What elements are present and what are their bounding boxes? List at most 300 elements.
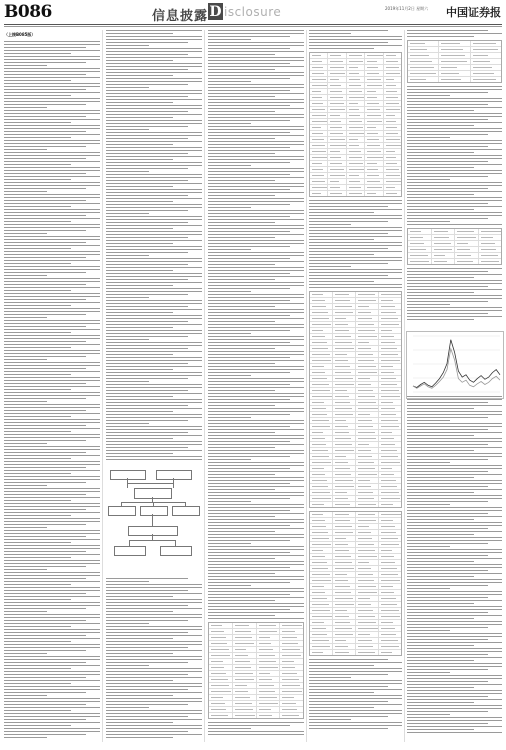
table-cell	[280, 665, 303, 670]
text-line	[407, 513, 488, 514]
table-cell	[333, 334, 356, 339]
text-line	[407, 630, 450, 631]
text-line	[208, 123, 251, 124]
table-cell	[379, 388, 401, 393]
table-cell	[347, 101, 365, 106]
table-cell	[333, 566, 356, 571]
text-line	[309, 224, 351, 225]
table-cell	[328, 179, 346, 184]
text-line	[309, 692, 374, 693]
text-line	[208, 168, 304, 169]
table-row	[408, 77, 501, 82]
table-cell	[310, 107, 328, 112]
table-cell	[439, 71, 470, 76]
table-cell	[365, 185, 383, 190]
table-cell	[356, 382, 379, 387]
text-line	[4, 347, 71, 348]
text-line	[407, 657, 502, 658]
text-line	[4, 440, 86, 441]
table-cell	[384, 167, 401, 172]
table-cell	[310, 454, 333, 459]
table-cell	[479, 253, 502, 258]
text-line	[208, 492, 304, 493]
text-line	[106, 459, 202, 460]
table-cell	[333, 364, 356, 369]
text-line	[407, 313, 488, 314]
text-line	[407, 438, 502, 439]
table-cell	[356, 292, 379, 297]
table-cell	[257, 683, 281, 688]
text-line	[4, 251, 100, 252]
text-line	[208, 465, 304, 466]
text-line	[106, 423, 149, 424]
text-line	[208, 432, 275, 433]
text-line	[4, 683, 71, 684]
text-line	[4, 665, 100, 666]
table-cell	[333, 608, 356, 613]
text-line	[407, 723, 488, 724]
table-cell	[384, 59, 401, 64]
text-line	[208, 105, 290, 106]
table-cell	[310, 496, 333, 501]
text-line	[4, 65, 47, 66]
text-line	[407, 188, 488, 189]
text-line	[106, 399, 202, 400]
text-line	[106, 626, 202, 627]
text-line	[106, 704, 188, 705]
text-line	[106, 375, 202, 376]
table-cell	[347, 167, 365, 172]
text-line	[208, 36, 290, 37]
table-cell	[379, 322, 401, 327]
text-line	[309, 45, 402, 46]
text-line	[106, 722, 173, 723]
table-cell	[310, 77, 328, 82]
text-line	[106, 737, 173, 738]
table-cell	[379, 352, 401, 357]
table-cell	[439, 47, 470, 52]
table-cell	[310, 358, 333, 363]
text-line	[407, 525, 502, 526]
text-line	[407, 212, 502, 213]
text-line	[4, 506, 100, 507]
text-line	[4, 737, 47, 738]
text-line	[106, 315, 202, 316]
text-line	[208, 483, 290, 484]
diagram-node	[108, 506, 136, 516]
table-cell	[333, 358, 356, 363]
text-line	[4, 371, 100, 372]
text-line	[208, 722, 304, 723]
text-line	[208, 306, 275, 307]
text-line	[208, 549, 304, 550]
table-cell	[379, 566, 401, 571]
text-line	[106, 432, 188, 433]
page-header	[0, 0, 506, 24]
table-cell	[333, 472, 356, 477]
text-line	[4, 476, 100, 477]
table-cell	[310, 614, 333, 619]
table-cell	[408, 247, 432, 252]
text-line	[208, 72, 304, 73]
text-line	[407, 486, 488, 487]
text-line	[106, 279, 188, 280]
table-cell	[379, 430, 401, 435]
table-cell	[365, 149, 383, 154]
text-line	[208, 459, 251, 460]
table-cell	[209, 659, 233, 664]
table-cell	[356, 548, 379, 553]
text-line	[4, 308, 100, 309]
table-cell	[233, 659, 257, 664]
text-line	[208, 513, 304, 514]
table-cell	[479, 229, 502, 234]
table-cell	[333, 548, 356, 553]
text-line	[208, 213, 304, 214]
table-cell	[356, 448, 379, 453]
text-line	[407, 203, 488, 204]
table-cell	[356, 566, 379, 571]
text-line	[309, 260, 402, 261]
table-cell	[310, 590, 333, 595]
text-line	[4, 383, 86, 384]
text-line	[106, 174, 202, 175]
table-cell	[333, 518, 356, 523]
text-line	[208, 120, 290, 121]
text-line	[407, 426, 502, 427]
text-line	[208, 69, 275, 70]
text-line	[309, 30, 388, 31]
text-line	[208, 222, 275, 223]
table-cell	[209, 713, 233, 718]
text-line	[106, 324, 202, 325]
table-cell	[408, 259, 432, 264]
text-line	[106, 327, 173, 328]
text-line	[407, 86, 502, 87]
table-cell	[379, 400, 401, 405]
text-line	[4, 122, 71, 123]
text-line	[208, 495, 304, 496]
table-cell	[310, 310, 333, 315]
table-cell	[310, 502, 333, 507]
text-line	[4, 734, 86, 735]
text-line	[208, 450, 304, 451]
table-cell	[356, 620, 379, 625]
table-cell	[310, 143, 328, 148]
table-cell	[310, 608, 333, 613]
diagram-connector	[129, 540, 175, 541]
text-line	[106, 441, 202, 442]
table-cell	[356, 316, 379, 321]
text-line	[106, 360, 202, 361]
text-line	[4, 569, 47, 570]
text-line	[4, 188, 86, 189]
table-cell	[257, 647, 281, 652]
text-line	[4, 86, 100, 87]
text-line	[4, 461, 100, 462]
text-line	[106, 414, 202, 415]
text-line	[407, 170, 502, 171]
text-line	[106, 456, 202, 457]
table-cell	[356, 442, 379, 447]
table-cell	[310, 536, 333, 541]
text-line	[407, 274, 502, 275]
text-line	[407, 435, 474, 436]
text-line	[106, 719, 202, 720]
text-line	[407, 417, 488, 418]
text-line	[4, 458, 71, 459]
text-line	[106, 713, 202, 714]
text-line	[309, 233, 388, 234]
text-line	[4, 131, 86, 132]
table-cell	[233, 641, 257, 646]
text-line	[208, 78, 290, 79]
text-line	[407, 549, 502, 550]
text-line	[4, 257, 86, 258]
text-line	[309, 710, 402, 711]
table-cell	[328, 149, 346, 154]
text-line	[407, 30, 488, 31]
text-line	[106, 584, 202, 585]
table-cell	[333, 418, 356, 423]
table-cell	[209, 653, 233, 658]
table-cell	[333, 524, 356, 529]
text-line	[4, 128, 100, 129]
diagram-connector	[127, 483, 173, 484]
table-cell	[356, 346, 379, 351]
text-line	[106, 171, 149, 172]
text-line	[407, 528, 488, 529]
table-cell	[310, 484, 333, 489]
text-line	[407, 597, 488, 598]
text-line	[208, 264, 275, 265]
text-line	[106, 255, 149, 256]
text-line	[106, 408, 202, 409]
text-line	[407, 561, 474, 562]
text-line	[407, 441, 502, 442]
table-cell	[365, 179, 383, 184]
text-line	[208, 303, 304, 304]
text-line	[4, 158, 86, 159]
text-line	[106, 578, 188, 579]
text-line	[407, 714, 450, 715]
text-line	[309, 239, 374, 240]
table-cell	[328, 101, 346, 106]
table-cell	[328, 119, 346, 124]
table-cell	[310, 472, 333, 477]
text-line	[4, 494, 86, 495]
text-line	[208, 291, 251, 292]
text-line	[4, 626, 71, 627]
table-cell	[471, 77, 501, 82]
text-line	[4, 209, 100, 210]
text-line	[4, 275, 47, 276]
text-line	[208, 423, 304, 424]
text-line	[4, 500, 71, 501]
table-cell	[310, 388, 333, 393]
text-line	[407, 444, 488, 445]
diagram-node	[172, 506, 200, 516]
text-line	[407, 684, 502, 685]
text-line	[106, 282, 202, 283]
text-line	[407, 36, 474, 37]
table-cell	[379, 548, 401, 553]
text-line	[208, 372, 290, 373]
table-cell	[379, 478, 401, 483]
table-cell	[379, 512, 401, 517]
text-line	[106, 165, 202, 166]
text-line	[106, 593, 202, 594]
text-line	[106, 339, 149, 340]
text-line	[106, 96, 188, 97]
table-cell	[333, 466, 356, 471]
table-cell	[347, 137, 365, 142]
text-line	[4, 698, 100, 699]
text-line	[106, 273, 202, 274]
text-line	[208, 48, 290, 49]
table-cell	[356, 590, 379, 595]
text-line	[208, 228, 304, 229]
text-line	[407, 474, 502, 475]
table-cell	[479, 247, 502, 252]
text-line	[208, 156, 304, 157]
table-cell	[280, 677, 303, 682]
text-line	[309, 662, 402, 663]
text-line	[208, 162, 290, 163]
diagram-connector	[185, 502, 186, 506]
text-line	[4, 638, 100, 639]
table-cell	[471, 47, 501, 52]
text-line	[208, 117, 304, 118]
text-line	[106, 345, 202, 346]
text-line	[4, 263, 71, 264]
table-cell	[384, 185, 401, 190]
text-line	[4, 254, 100, 255]
table-cell	[333, 370, 356, 375]
table-cell	[384, 95, 401, 100]
text-line	[407, 161, 488, 162]
text-line	[208, 507, 304, 508]
text-line	[106, 435, 202, 436]
table-cell	[310, 376, 333, 381]
table-cell	[356, 530, 379, 535]
text-line	[4, 335, 100, 336]
text-line	[4, 590, 100, 591]
text-line	[4, 374, 71, 375]
text-line	[208, 510, 290, 511]
text-line	[106, 614, 202, 615]
text-line	[106, 33, 173, 34]
text-line	[208, 447, 275, 448]
text-line	[4, 470, 100, 471]
table-cell	[233, 701, 257, 706]
text-line	[4, 53, 71, 54]
table-cell	[379, 466, 401, 471]
text-line	[106, 75, 173, 76]
text-line	[208, 141, 304, 142]
table-cell	[333, 626, 356, 631]
diagram-connector	[175, 540, 176, 546]
text-line	[4, 617, 100, 618]
text-line	[4, 662, 86, 663]
text-line	[106, 453, 173, 454]
text-line	[4, 431, 71, 432]
table-cell	[333, 530, 356, 535]
text-line	[4, 413, 100, 414]
table-cell	[471, 59, 501, 64]
table-cell	[333, 542, 356, 547]
text-line	[4, 329, 100, 330]
table-cell	[347, 113, 365, 118]
text-line	[4, 200, 86, 201]
text-line	[208, 731, 304, 732]
text-line	[106, 369, 173, 370]
text-line	[309, 659, 388, 660]
text-line	[309, 263, 388, 264]
text-line	[4, 596, 100, 597]
text-line	[407, 468, 502, 469]
text-line	[106, 656, 202, 657]
text-line	[309, 728, 388, 729]
table-cell	[333, 632, 356, 637]
table-cell	[328, 155, 346, 160]
table-cell	[379, 364, 401, 369]
text-line	[106, 225, 202, 226]
text-line	[208, 417, 251, 418]
text-line	[208, 618, 304, 619]
text-line	[309, 227, 402, 228]
table-cell	[384, 113, 401, 118]
text-line	[4, 218, 100, 219]
text-line	[407, 663, 502, 664]
table-cell	[356, 364, 379, 369]
text-line	[208, 411, 304, 412]
text-line	[4, 260, 100, 261]
text-line	[4, 653, 47, 654]
text-line	[106, 60, 173, 61]
text-line	[208, 318, 304, 319]
text-line	[208, 585, 251, 586]
text-line	[208, 597, 304, 598]
text-line	[407, 693, 502, 694]
table-cell	[310, 442, 333, 447]
text-line	[4, 659, 100, 660]
text-line	[4, 572, 100, 573]
table-cell	[439, 53, 470, 58]
table-cell	[356, 394, 379, 399]
text-line	[106, 42, 188, 43]
table-cell	[365, 137, 383, 142]
table-cell	[310, 554, 333, 559]
table-cell	[347, 95, 365, 100]
table-cell	[379, 626, 401, 631]
table-cell	[328, 113, 346, 118]
table-cell	[310, 620, 333, 625]
table-cell	[356, 322, 379, 327]
table-cell	[310, 155, 328, 160]
text-line	[4, 248, 71, 249]
text-line	[4, 515, 71, 516]
text-line	[106, 120, 202, 121]
text-line	[407, 687, 474, 688]
text-line	[407, 131, 502, 132]
text-line	[106, 629, 202, 630]
text-line	[407, 134, 488, 135]
text-line	[208, 201, 304, 202]
text-line	[309, 665, 374, 666]
text-line	[4, 389, 71, 390]
text-line	[407, 624, 502, 625]
